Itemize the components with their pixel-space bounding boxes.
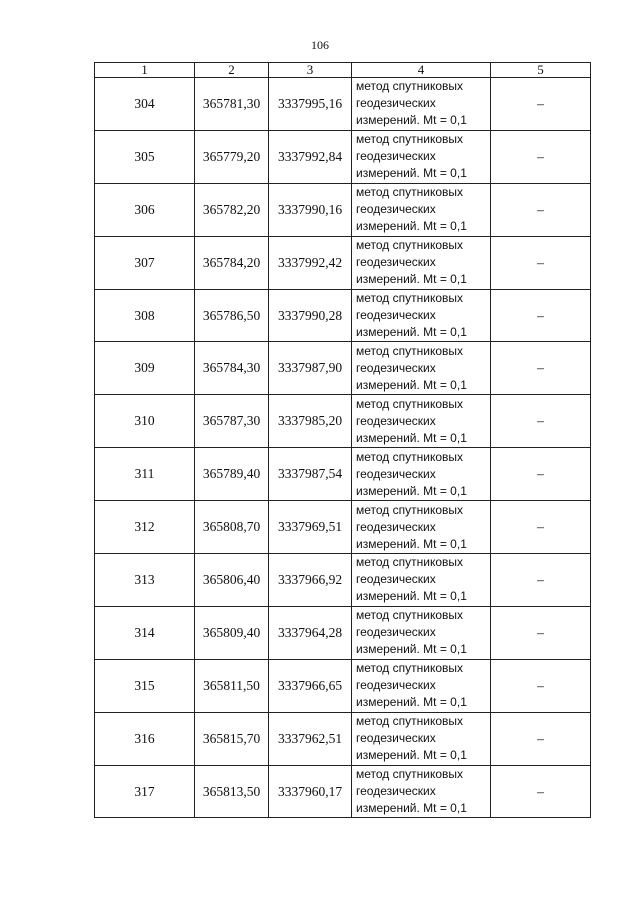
method-line-2: геодезических xyxy=(356,625,436,640)
y-coordinate-cell: 3337962,51 xyxy=(269,712,352,765)
column-5-cell: – xyxy=(491,289,591,342)
point-number-cell: 306 xyxy=(95,183,195,236)
method-line-3: измерений. Mt = 0,1 xyxy=(356,748,467,763)
y-coordinate-cell: 3337966,65 xyxy=(269,659,352,712)
table-header-row xyxy=(95,63,591,78)
method-line-3: измерений. Mt = 0,1 xyxy=(356,695,467,710)
method-line-1: метод спутниковых xyxy=(356,661,464,676)
point-number-cell: 307 xyxy=(95,236,195,289)
table-row xyxy=(95,342,591,395)
y-coordinate-cell: 3337992,42 xyxy=(269,236,352,289)
method-line-3: измерений. Mt = 0,1 xyxy=(356,642,467,657)
method-line-1: метод спутниковых xyxy=(356,291,464,305)
x-coordinate-cell: 365786,50 xyxy=(195,289,269,342)
method-line-3: измерений. Mt = 0,1 xyxy=(356,166,467,181)
y-coordinate-cell: 3337990,28 xyxy=(269,289,352,342)
method-line-1: метод спутниковых xyxy=(356,767,464,782)
point-number-cell: 304 xyxy=(95,78,195,131)
column-5-cell: – xyxy=(491,501,591,554)
x-coordinate-cell: 365779,20 xyxy=(195,130,269,183)
point-number-cell: 315 xyxy=(95,659,195,712)
x-coordinate-cell: 365808,70 xyxy=(195,501,269,554)
method-line-3: измерений. Mt = 0,1 xyxy=(356,801,467,816)
column-5-cell: – xyxy=(491,342,591,395)
column-5-cell: – xyxy=(491,448,591,501)
x-coordinate-cell: 365809,40 xyxy=(195,606,269,659)
table-row xyxy=(95,501,591,554)
method-line-2: геодезических xyxy=(356,202,436,217)
method-cell xyxy=(352,712,491,765)
column-5-cell: – xyxy=(491,183,591,236)
table-row xyxy=(95,554,591,607)
method-line-3: измерений. Mt = 0,1 xyxy=(356,377,467,392)
table-row xyxy=(95,765,591,818)
column-header-3: 3 xyxy=(269,63,352,78)
x-coordinate-cell: 365784,30 xyxy=(195,342,269,395)
point-number-cell: 311 xyxy=(95,448,195,501)
point-number-cell: 308 xyxy=(95,289,195,342)
column-5-cell: – xyxy=(491,606,591,659)
y-coordinate-cell: 3337992,84 xyxy=(269,130,352,183)
y-coordinate-cell: 3337960,17 xyxy=(269,765,352,818)
method-cell xyxy=(352,606,491,659)
y-coordinate-cell: 3337969,51 xyxy=(269,501,352,554)
method-line-2: геодезических xyxy=(356,519,436,534)
x-coordinate-cell: 365815,70 xyxy=(195,712,269,765)
table-body xyxy=(95,78,591,818)
y-coordinate-cell: 3337987,90 xyxy=(269,342,352,395)
method-line-2: геодезических xyxy=(356,572,436,587)
y-coordinate-cell: 3337990,16 xyxy=(269,183,352,236)
table-row xyxy=(95,395,591,448)
method-line-3: измерений. Mt = 0,1 xyxy=(356,272,467,287)
method-line-1: метод спутниковых xyxy=(356,608,464,623)
y-coordinate-cell: 3337987,54 xyxy=(269,448,352,501)
method-line-2: геодезических xyxy=(356,96,436,111)
table-row xyxy=(95,289,591,342)
column-header-4: 4 xyxy=(352,63,491,78)
column-5-cell: – xyxy=(491,130,591,183)
method-cell xyxy=(352,236,491,289)
method-cell xyxy=(352,183,491,236)
method-line-3: измерений. Mt = 0,1 xyxy=(356,483,467,498)
method-line-3: измерений. Mt = 0,1 xyxy=(356,430,467,445)
method-line-1: метод спутниковых xyxy=(356,79,464,94)
method-cell xyxy=(352,78,491,131)
point-number-cell: 310 xyxy=(95,395,195,448)
method-line-2: геодезических xyxy=(356,308,436,322)
method-line-3: измерений. Mt = 0,1 xyxy=(356,219,467,234)
column-5-cell: – xyxy=(491,659,591,712)
y-coordinate-cell: 3337964,28 xyxy=(269,606,352,659)
x-coordinate-cell: 365787,30 xyxy=(195,395,269,448)
column-5-cell: – xyxy=(491,554,591,607)
point-number-cell: 312 xyxy=(95,501,195,554)
column-5-cell: – xyxy=(491,236,591,289)
method-line-1: метод спутниковых xyxy=(356,238,464,253)
method-line-3: измерений. Mt = 0,1 xyxy=(356,113,467,128)
table-row xyxy=(95,236,591,289)
method-line-3: измерений. Mt = 0,1 xyxy=(356,536,467,551)
table-row xyxy=(95,78,591,131)
method-line-3: измерений. Mt = 0,1 xyxy=(356,589,467,604)
table-row xyxy=(95,130,591,183)
method-cell xyxy=(352,395,491,448)
point-number-cell: 317 xyxy=(95,765,195,818)
coordinates-table xyxy=(94,62,591,818)
method-cell xyxy=(352,554,491,607)
method-line-2: геодезических xyxy=(356,731,436,746)
point-number-cell: 314 xyxy=(95,606,195,659)
method-cell xyxy=(352,130,491,183)
method-line-2: геодезических xyxy=(356,255,436,270)
column-header-5: 5 xyxy=(491,63,591,78)
column-5-cell: – xyxy=(491,395,591,448)
method-cell xyxy=(352,765,491,818)
method-line-1: метод спутниковых xyxy=(356,502,464,517)
method-cell xyxy=(352,659,491,712)
table-row xyxy=(95,448,591,501)
table-row xyxy=(95,659,591,712)
method-cell xyxy=(352,342,491,395)
column-5-cell: – xyxy=(491,78,591,131)
method-line-1: метод спутниковых xyxy=(356,555,464,570)
method-cell xyxy=(352,501,491,554)
x-coordinate-cell: 365811,50 xyxy=(195,659,269,712)
y-coordinate-cell: 3337995,16 xyxy=(269,78,352,131)
x-coordinate-cell: 365782,20 xyxy=(195,183,269,236)
method-line-1: метод спутниковых xyxy=(356,132,464,147)
method-line-1: метод спутниковых xyxy=(356,449,464,464)
method-line-2: геодезических xyxy=(356,466,436,481)
x-coordinate-cell: 365781,30 xyxy=(195,78,269,131)
x-coordinate-cell: 365813,50 xyxy=(195,765,269,818)
method-line-2: геодезических xyxy=(356,360,436,375)
method-line-1: метод спутниковых xyxy=(356,343,464,358)
x-coordinate-cell: 365784,20 xyxy=(195,236,269,289)
x-coordinate-cell: 365789,40 xyxy=(195,448,269,501)
column-5-cell: – xyxy=(491,765,591,818)
method-line-2: геодезических xyxy=(356,413,436,428)
page-number: 106 xyxy=(311,38,329,52)
table-row xyxy=(95,606,591,659)
method-line-2: геодезических xyxy=(356,678,436,693)
method-line-1: метод спутниковых xyxy=(356,185,464,200)
column-5-cell: – xyxy=(491,712,591,765)
column-header-1: 1 xyxy=(95,63,195,78)
y-coordinate-cell: 3337966,92 xyxy=(269,554,352,607)
table-row xyxy=(95,712,591,765)
method-line-1: метод спутниковых xyxy=(356,714,464,729)
point-number-cell: 316 xyxy=(95,712,195,765)
method-line-1: метод спутниковых xyxy=(356,396,464,411)
method-cell xyxy=(352,289,491,342)
method-line-2: геодезических xyxy=(356,784,436,799)
point-number-cell: 313 xyxy=(95,554,195,607)
point-number-cell: 309 xyxy=(95,342,195,395)
method-line-2: геодезических xyxy=(356,149,436,164)
table-row xyxy=(95,183,591,236)
y-coordinate-cell: 3337985,20 xyxy=(269,395,352,448)
point-number-cell: 305 xyxy=(95,130,195,183)
column-header-2: 2 xyxy=(195,63,269,78)
method-line-3: измерений. Mt = 0,1 xyxy=(356,325,467,339)
method-cell xyxy=(352,448,491,501)
x-coordinate-cell: 365806,40 xyxy=(195,554,269,607)
